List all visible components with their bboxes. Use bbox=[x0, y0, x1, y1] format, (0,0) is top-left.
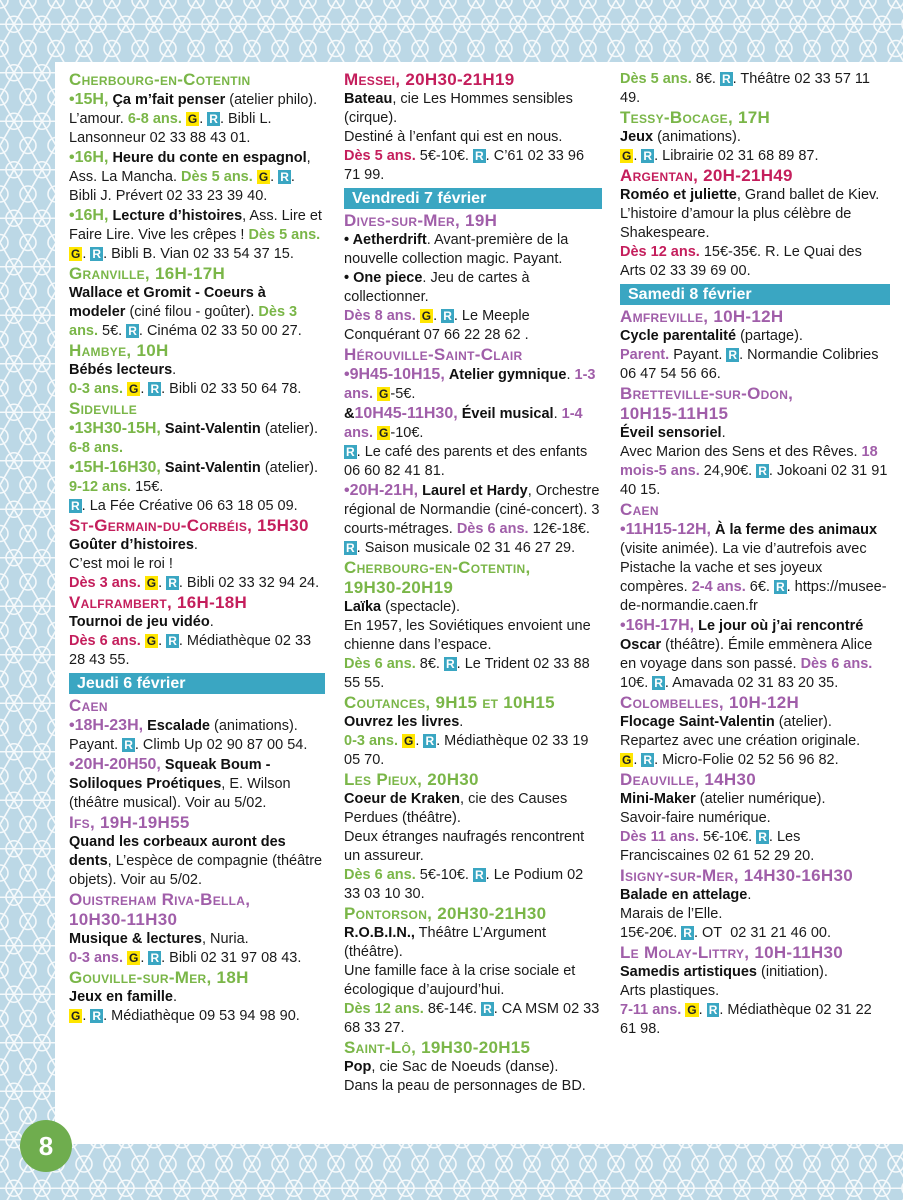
event-listing: Jeux en famille. G . R . Médiathèque 09 53 94 98 90. bbox=[69, 989, 300, 1024]
event-listing: •20H-20H50, Squeak Boum - Soliloques Proétiques, E. Wilson (théâtre musical). Voir au 5/02. bbox=[69, 756, 291, 811]
event-listing: Dès 5 ans. 8€. R . Théâtre 02 33 57 11 49. bbox=[620, 71, 870, 106]
event-location-heading: Saint-Lô, 19H30-20H15 bbox=[344, 1038, 531, 1057]
event-listing: R.O.B.I.N., Théâtre L’Argument (théâtre). Une famille face à la crise sociale et écologique d’aujourd’hui. Dès 12 ans. 8€-14€. R . CA MSM 02 33 68 33 27. bbox=[344, 925, 600, 1036]
event-listing: Mini-Maker (atelier numérique). Savoir-faire numérique. Dès 11 ans. 5€-10€. R . Les Franciscaines 02 61 52 29 20. bbox=[620, 791, 826, 864]
event-listing: •9H45-10H15, Atelier gymnique. 1-3 ans. G -5€. &10H45-11H30, Éveil musical. 1-4 ans. G -10€. R . Le café des parents et des enfants 06 60 82 41 81. bbox=[344, 366, 596, 479]
event-listing: Laïka (spectacle). En 1957, les Soviétiques envoient une chienne dans l’espace. Dès 6 ans. 8€. R . Le Trident 02 33 88 55 55. bbox=[344, 599, 591, 691]
event-listing: Wallace et Gromit - Coeurs à modeler (ciné filou - goûter). Dès 3 ans. 5€. R . Cinéma 02 33 50 00 27. bbox=[69, 285, 302, 339]
event-location-heading: Colombelles, 10H-12H bbox=[620, 693, 800, 712]
event-location-heading: Amfreville, 10H-12H bbox=[620, 307, 784, 326]
event-listing: Samedis artistiques (initiation). Arts plastiques. 7-11 ans. G . R . Médiathèque 02 31 22 61 98. bbox=[620, 964, 872, 1037]
event-listing: Coeur de Kraken, cie des Causes Perdues (théâtre). Deux étranges naufragés rencontrent un assureur. Dès 6 ans. 5€-10€. R . Le Podium 02 33 03 10 30. bbox=[344, 791, 585, 902]
event-listing: Musique & lectures, Nuria. 0-3 ans. G . R . Bibli 02 31 97 08 43. bbox=[69, 931, 302, 966]
column-1 bbox=[69, 70, 325, 1026]
event-listing: •16H-17H, Le jour où j’ai rencontré Oscar (théâtre). Émile emmènera Alice en voyage dans son passé. Dès 6 ans. 10€. R . Amavada 02 31 83 20 35. bbox=[620, 617, 873, 691]
event-listing: Quand les corbeaux auront des dents, L’espèce de compagnie (théâtre objets). Voir au 5/02. bbox=[69, 834, 323, 888]
event-location-heading: Les Pieux, 20H30 bbox=[344, 770, 479, 789]
event-location-heading: Caen bbox=[69, 696, 108, 715]
event-listing: Tournoi de jeu vidéo. Dès 6 ans. G . R . Médiathèque 02 33 28 43 55. bbox=[69, 614, 312, 668]
event-listing: Balade en attelage. Marais de l’Elle. 15€-20€. R . OT 02 31 21 46 00. bbox=[620, 887, 831, 941]
event-location-heading: St-Germain-du-Corbéis, 15H30 bbox=[69, 516, 309, 535]
column-2 bbox=[344, 70, 602, 1096]
event-location-heading: Coutances, 9H15 et 10H15 bbox=[344, 693, 555, 712]
event-listing: Éveil sensoriel. Avec Marion des Sens et des Rêves. 18 mois-5 ans. 24,90€. R . Jokoani 02 31 91 40 15. bbox=[620, 425, 888, 498]
event-location-heading: Cherbourg-en-Cotentin bbox=[69, 70, 251, 89]
event-listing: Ouvrez les livres. 0-3 ans. G . R . Médiathèque 02 33 19 05 70. bbox=[344, 714, 589, 768]
page-number: 8 bbox=[20, 1120, 72, 1172]
event-location-heading: Deauville, 14H30 bbox=[620, 770, 756, 789]
event-location-heading: Argentan, 20H-21H49 bbox=[620, 166, 793, 185]
event-listing: •16H, Heure du conte en espagnol, Ass. La Mancha. Dès 5 ans. G . R . Bibli J. Prévert 02 33 23 39 40. bbox=[69, 149, 311, 204]
page-content bbox=[55, 62, 903, 1144]
event-listing: Cycle parentalité (partage). Parent. Payant. R . Normandie Colibries 06 47 54 56 66. bbox=[620, 328, 879, 382]
day-header: Samedi 8 février bbox=[620, 284, 890, 305]
event-location-heading: Sideville bbox=[69, 399, 138, 418]
event-location-heading: Valframbert, 16H-18H bbox=[69, 593, 248, 612]
event-listing: •18H-23H, Escalade (animations). Payant. R . Climb Up 02 90 87 00 54. bbox=[69, 717, 308, 753]
event-location-heading: Granville, 16H-17H bbox=[69, 264, 226, 283]
event-listing: Pop, cie Sac de Noeuds (danse). Dans la peau de personnages de BD. bbox=[344, 1059, 586, 1094]
event-listing: Jeux (animations). G . R . Librairie 02 31 68 89 87. bbox=[620, 129, 819, 164]
event-location-heading: Pontorson, 20H30-21H30 bbox=[344, 904, 547, 923]
event-location-heading: Le Molay-Littry, 10H-11H30 bbox=[620, 943, 844, 962]
event-listing: Flocage Saint-Valentin (atelier). Repartez avec une création originale. G . R . Micro-Folie 02 52 56 96 82. bbox=[620, 714, 861, 768]
event-listing: Bébés lecteurs. 0-3 ans. G . R . Bibli 02 33 50 64 78. bbox=[69, 362, 302, 397]
event-listing: • Aetherdrift. Avant-première de la nouvelle collection magic. Payant. • One piece. Jeu de cartes à collectionner. Dès 8 ans. G . R . Le Meeple Conquérant 07 66 22 28 62 . bbox=[344, 232, 569, 343]
day-header: Vendredi 7 février bbox=[344, 188, 602, 209]
event-location-heading: Caen bbox=[620, 500, 659, 519]
event-location-heading: Cherbourg-en-Cotentin, 19H30-20H19 bbox=[344, 558, 531, 597]
event-location-heading: Ifs, 19H-19H55 bbox=[69, 813, 190, 832]
event-location-heading: Dives-sur-Mer, 19H bbox=[344, 211, 498, 230]
event-listing: Goûter d’histoires. C’est moi le roi ! Dès 3 ans. G . R . Bibli 02 33 32 94 24. bbox=[69, 537, 320, 591]
event-location-heading: Messei, 20H30-21H19 bbox=[344, 70, 515, 89]
event-listing: •11H15-12H, À la ferme des animaux (visite animée). La vie d’autrefois avec Pistache la vache et ses joyeux compères. 2-4 ans. 6€. R . https://musee-de-normandie.caen.fr bbox=[620, 521, 887, 614]
event-listing: •20H-21H, Laurel et Hardy, Orchestre régional de Normandie (ciné-concert). 3 courts-métrages. Dès 6 ans. 12€-18€. R . Saison musicale 02 31 46 27 29. bbox=[344, 482, 600, 556]
event-listing: •15H, Ça m’fait penser (atelier philo). L’amour. 6-8 ans. G . R . Bibli L. Lansonneur 02 33 88 43 01. bbox=[69, 91, 318, 146]
event-listing: •16H, Lecture d’histoires, Ass. Lire et Faire Lire. Vive les crêpes ! Dès 5 ans. G . R . Bibli B. Vian 02 33 54 37 15. bbox=[69, 207, 322, 262]
event-location-heading: Bretteville-sur-Odon, 10H15-11H15 bbox=[620, 384, 794, 423]
day-header: Jeudi 6 février bbox=[69, 673, 325, 694]
event-location-heading: Hambye, 10H bbox=[69, 341, 169, 360]
event-location-heading: Isigny-sur-Mer, 14H30-16H30 bbox=[620, 866, 853, 885]
event-location-heading: Ouistreham Riva-Bella, 10H30-11H30 bbox=[69, 890, 251, 929]
event-listing: •13H30-15H, Saint-Valentin (atelier). 6-8 ans. bbox=[69, 420, 319, 456]
event-listing: •15H-16H30, Saint-Valentin (atelier). 9-12 ans. 15€. R . La Fée Créative 06 63 18 05 09. bbox=[69, 459, 319, 514]
event-listing: Roméo et juliette, Grand ballet de Kiev. L’histoire d’amour la plus célèbre de Shakespeare. Dès 12 ans. 15€-35€. R. Le Quai des Arts 02 33 39 69 00. bbox=[620, 187, 880, 279]
event-location-heading: Gouville-sur-Mer, 18H bbox=[69, 968, 249, 987]
event-listing: Bateau, cie Les Hommes sensibles (cirque). Destiné à l’enfant qui est en nous. Dès 5 ans. 5€-10€. R . C’61 02 33 96 71 99. bbox=[344, 91, 585, 183]
column-3 bbox=[620, 70, 890, 1039]
event-location-heading: Tessy-Bocage, 17H bbox=[620, 108, 771, 127]
event-location-heading: Hérouville-Saint-Clair bbox=[344, 345, 523, 364]
